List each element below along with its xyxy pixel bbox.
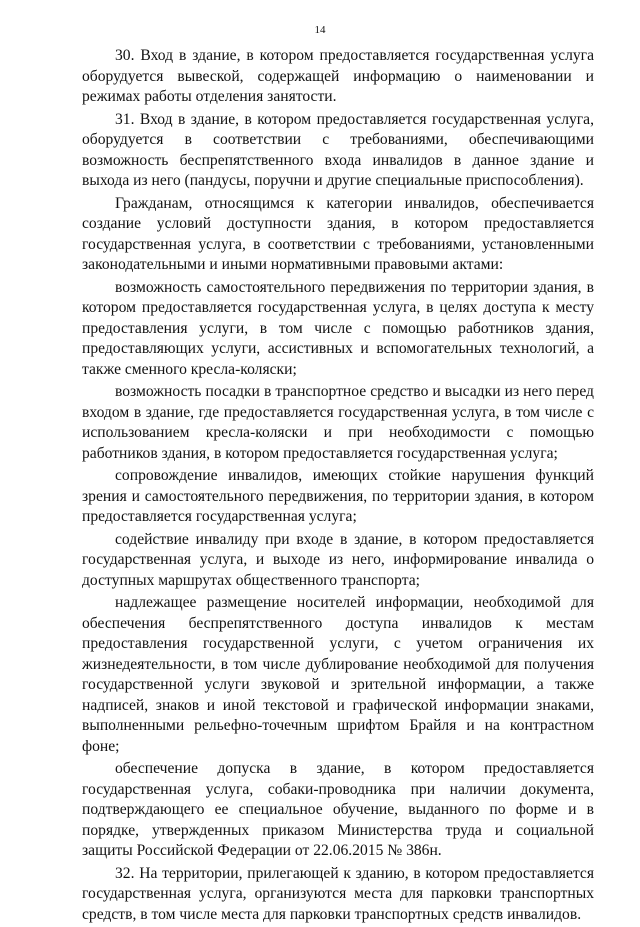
paragraph-escort: сопровождение инвалидов, имеющих стойкие нарушения функций зрения и самостоятельного передвижения, по территории здания, в котором предоставляется государственная услуга;	[82, 467, 594, 525]
document-body	[82, 46, 594, 927]
page-number: 14	[314, 24, 326, 36]
paragraph-entrance-assistance: содействие инвалиду при входе в здание, в котором предоставляется государственная услуга, и выходе из него, информирование инвалида о доступных маршрутах общественного транспорта;	[82, 530, 594, 589]
paragraph-31: 31. Вход в здание, в котором предоставляется государственная услуга, оборудуется в соответствии с требованиями, обеспечивающими возможность беспрепятственного входа инвалидов в данное здание и выхода из него (пандусы, поручни и другие специальные приспособления).	[82, 110, 594, 189]
paragraph-32: 32. На территории, прилегающей к зданию, в котором предоставляется государственная услуга, организуются места для парковки транспортных средств, в том числе места для парковки транспортных средств инвалидов.	[82, 864, 594, 923]
paragraph-guide-dog: обеспечение допуска в здание, в котором предоставляется государственная услуга, собаки-проводника при наличии документа, подтверждающего ее специальное обучение, выданного по форме и в порядке, утвержденных приказом Министерства труда и социальной защиты Российской Федерации от 22.06.2015 № 386н.	[82, 760, 594, 859]
paragraph-independent-movement: возможность самостоятельного передвижения по территории здания, в котором предоставляется государственная услуга, в целях доступа к месту предоставления услуги, в том числе с помощью работников здания, предоставляющих услуги, ассистивных и вспомогательных технологий, а также сменного кресла-коляски;	[82, 278, 594, 378]
paragraph-information-placement: надлежащее размещение носителей информации, необходимой для обеспечения беспрепятственного доступа инвалидов к местам предоставления государственной услуги, с учетом ограничения их жизнедеятельности, в том числе дублирование необходимой для получения государственной услуги звуковой и зрительной информации, а также надписей, знаков и иной текстовой и графической информации знаками, выполненными рельефно-точечным шрифтом Брайля и на контрастном фоне;	[82, 594, 594, 755]
paragraph-disabled-citizens-intro: Гражданам, относящимся к категории инвалидов, обеспечивается создание условий доступности здания, в котором предоставляется государственная услуга, в соответствии с требованиями, установленными законодательными и иными нормативными правовыми актами:	[82, 194, 594, 273]
paragraph-transport-boarding: возможность посадки в транспортное средство и высадки из него перед входом в здание, где предоставляется государственная услуга, в том числе с использованием кресла-коляски и при необходимости с помощью работников здания, в котором предоставляется государственная услуга;	[82, 383, 594, 462]
paragraph-30: 30. Вход в здание, в котором предоставляется государственная услуга оборудуется вывеской, содержащей информацию о наименовании и режимах работы отделения занятости.	[82, 47, 594, 105]
